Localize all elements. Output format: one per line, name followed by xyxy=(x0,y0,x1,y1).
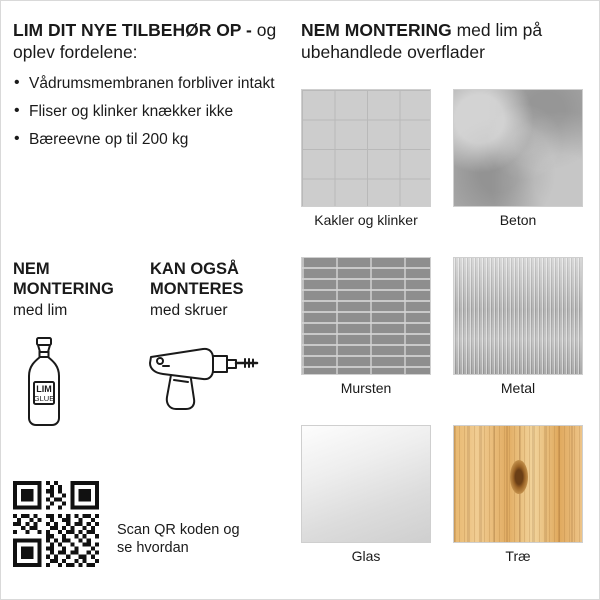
left-headline-bold: LIM DIT NYE TILBEHØR OP - xyxy=(13,20,252,40)
list-item: • Bæreevne op til 200 kg xyxy=(13,129,287,150)
swatch-concrete-caption: Beton xyxy=(499,212,537,228)
swatch-brick xyxy=(301,257,431,397)
left-column xyxy=(13,19,287,157)
mounting-option-glue-subtitle: med lim xyxy=(13,302,68,319)
qr-caption: Scan QR koden og se hvordan xyxy=(117,522,240,556)
swatch-concrete-image xyxy=(453,89,583,207)
mounting-option-screws-title: KAN OGSÅ MONTERES xyxy=(150,260,244,298)
swatch-metal-image xyxy=(453,257,583,375)
wood-knot xyxy=(510,460,528,494)
right-headline-rest: med lim på ubehandlede overflader xyxy=(301,20,543,62)
swatch-tiles xyxy=(301,89,431,229)
drill-icon xyxy=(141,339,261,417)
right-headline xyxy=(301,19,589,63)
glue-icon-label-glue: GLUE xyxy=(33,394,55,403)
benefits-list xyxy=(13,73,287,150)
swatch-tiles-image xyxy=(301,89,431,207)
swatch-wood-image xyxy=(453,425,583,543)
mounting-option-screws xyxy=(150,259,290,321)
swatch-tiles-caption: Kakler og klinker xyxy=(314,212,418,228)
swatch-concrete xyxy=(453,89,583,229)
right-headline-bold: NEM MONTERING xyxy=(301,20,452,40)
list-item: • Vådrumsmembranen forbliver intakt xyxy=(13,73,287,94)
swatch-wood-caption: Træ xyxy=(505,548,531,564)
mounting-option-glue-title: NEM MONTERING xyxy=(13,260,114,298)
swatch-glass-caption: Glas xyxy=(351,548,381,564)
swatch-wood xyxy=(453,425,583,565)
mounting-option-screws-subtitle: med skruer xyxy=(150,302,228,319)
left-headline xyxy=(13,19,287,63)
mounting-option-glue xyxy=(13,259,145,321)
swatch-metal-caption: Metal xyxy=(500,380,536,396)
swatch-glass-image xyxy=(301,425,431,543)
right-column xyxy=(301,19,589,63)
swatch-glass xyxy=(301,425,431,565)
glue-icon-label-lim: LIM xyxy=(36,384,52,394)
swatch-metal xyxy=(453,257,583,397)
qr-code-icon[interactable] xyxy=(13,481,99,567)
list-item: • Fliser og klinker knækker ikke xyxy=(13,101,287,122)
glue-bottle-icon xyxy=(11,336,81,428)
swatch-brick-caption: Mursten xyxy=(340,380,392,396)
swatch-brick-image xyxy=(301,257,431,375)
left-headline-rest: og oplev fordelene: xyxy=(13,20,277,62)
